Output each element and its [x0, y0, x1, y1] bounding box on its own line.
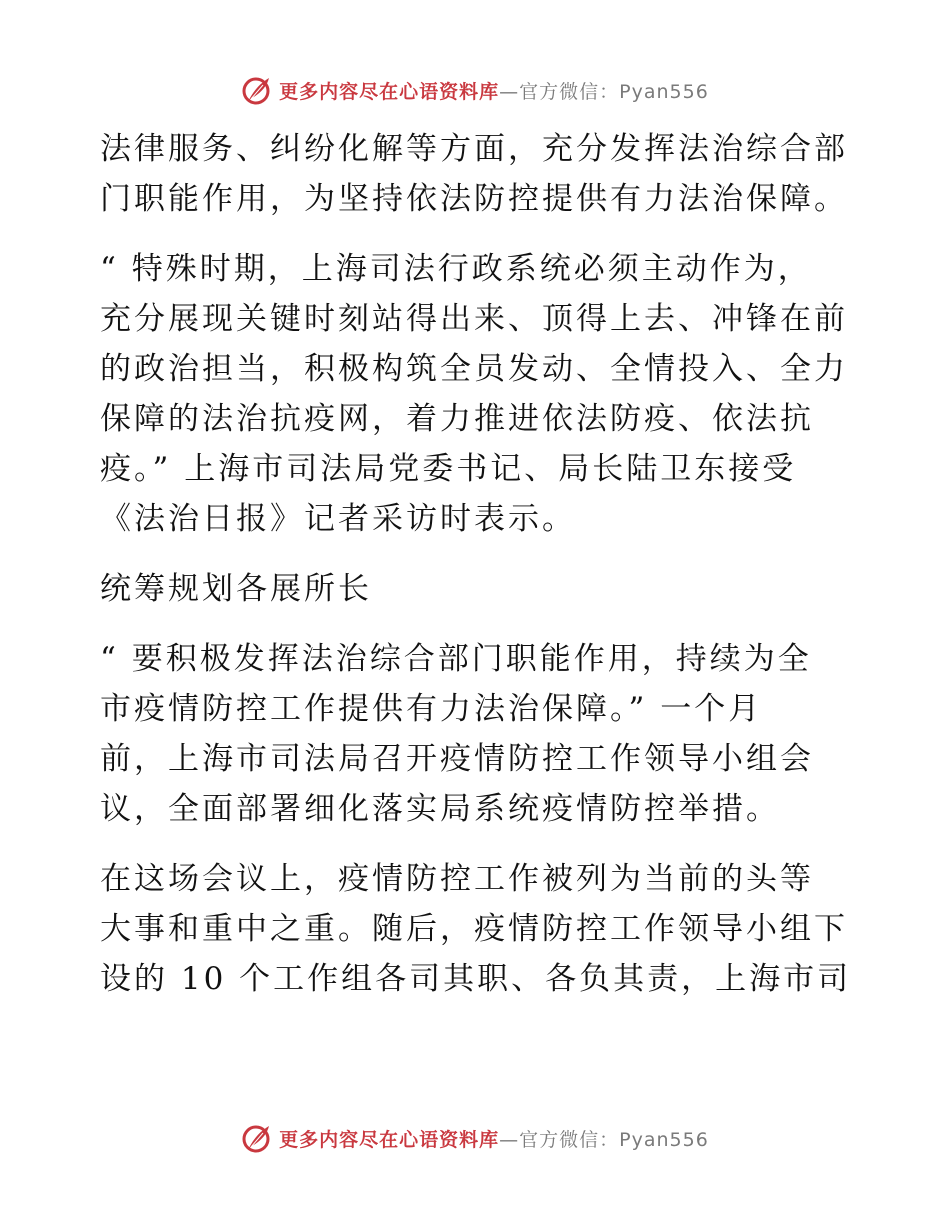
text-line: 充分展现关键时刻站得出来、顶得上去、冲锋在前	[100, 301, 848, 337]
feather-pen-circle-icon	[241, 74, 273, 106]
section-heading	[100, 564, 860, 614]
text-line: 的政治担当，积极构筑全员发动、全情投入、全力	[100, 351, 848, 387]
text-line: 疫。” 上海市司法局党委书记、局长陆卫东接受	[100, 451, 797, 487]
text-line: “ 特殊时期，上海司法行政系统必须主动作为，	[100, 251, 812, 287]
text-line: 《法治日报》记者采访时表示。	[100, 501, 576, 537]
footer-banner	[0, 1118, 950, 1158]
text-line: “ 要积极发挥法治综合部门职能作用，持续为全	[100, 641, 812, 677]
header-banner	[0, 70, 950, 110]
text-line: 前，上海市司法局召开疫情防控工作领导小组会	[100, 741, 814, 777]
text-line: 议，全面部署细化落实局系统疫情防控举措。	[100, 791, 780, 827]
paragraph-2	[100, 244, 860, 544]
text-line: 统筹规划各展所长	[100, 571, 372, 607]
article-body	[100, 124, 860, 1004]
text-line: 设的 10 个工作组各司其职、各负其责，上海市司	[100, 961, 852, 997]
paragraph-3	[100, 634, 860, 834]
paragraph-4	[100, 854, 860, 1004]
text-line: 市疫情防控工作提供有力法治保障。” 一个月	[100, 691, 763, 727]
text-line: 大事和重中之重。随后，疫情防控工作领导小组下	[100, 911, 848, 947]
feather-pen-circle-icon	[241, 1122, 273, 1154]
text-line: 保障的法治抗疫网，着力推进依法防疫、依法抗	[100, 401, 814, 437]
text-line: 门职能作用，为坚持依法防控提供有力法治保障。	[100, 181, 848, 217]
text-line: 在这场会议上，疫情防控工作被列为当前的头等	[100, 861, 814, 897]
paragraph-1	[100, 124, 860, 224]
text-line: 法律服务、纠纷化解等方面，充分发挥法治综合部	[100, 131, 848, 167]
footer-brand-text: 更多内容尽在心语资料库—官方微信：Pyan556	[279, 1128, 709, 1151]
header-brand-text: 更多内容尽在心语资料库—官方微信：Pyan556	[279, 80, 709, 103]
